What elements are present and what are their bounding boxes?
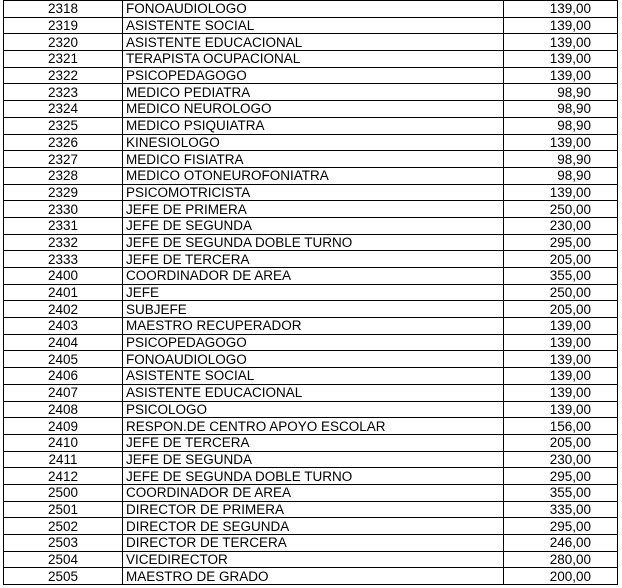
table-row [4, 468, 618, 485]
position-code-cell: 2319 [4, 17, 123, 34]
table-row [4, 84, 618, 101]
position-title-cell: MAESTRO RECUPERADOR [123, 318, 504, 335]
table-body [4, 1, 618, 585]
position-title-cell: ASISTENTE EDUCACIONAL [123, 34, 504, 51]
position-code-cell: 2406 [4, 368, 123, 385]
position-title-cell: JEFE DE SEGUNDA [123, 217, 504, 234]
position-title-cell: MEDICO NEUROLOGO [123, 101, 504, 118]
position-code-cell: 2320 [4, 34, 123, 51]
position-code-cell: 2410 [4, 434, 123, 451]
position-points-cell: 98,90 [504, 167, 618, 184]
position-title-cell: SUBJEFE [123, 301, 504, 318]
table-row [4, 51, 618, 68]
position-title-cell: COORDINADOR DE AREA [123, 484, 504, 501]
position-code-cell: 2325 [4, 117, 123, 134]
table-row [4, 368, 618, 385]
table-row [4, 167, 618, 184]
table-row [4, 17, 618, 34]
position-points-cell: 156,00 [504, 418, 618, 435]
position-points-cell: 250,00 [504, 284, 618, 301]
position-title-cell: MEDICO OTONEUROFONIATRA [123, 167, 504, 184]
position-title-cell: PSICOPEDAGOGO [123, 67, 504, 84]
position-code-cell: 2404 [4, 334, 123, 351]
position-code-cell: 2405 [4, 351, 123, 368]
position-code-cell: 2329 [4, 184, 123, 201]
table-row [4, 451, 618, 468]
table-row [4, 434, 618, 451]
position-code-cell: 2401 [4, 284, 123, 301]
position-points-cell: 205,00 [504, 434, 618, 451]
table-row [4, 384, 618, 401]
position-title-cell: TERAPISTA OCUPACIONAL [123, 51, 504, 68]
position-title-cell: DIRECTOR DE SEGUNDA [123, 518, 504, 535]
table-row [4, 217, 618, 234]
position-points-cell: 200,00 [504, 568, 618, 585]
position-title-cell: MAESTRO DE GRADO [123, 568, 504, 585]
position-title-cell: JEFE DE TERCERA [123, 434, 504, 451]
position-points-cell: 205,00 [504, 251, 618, 268]
table-row [4, 184, 618, 201]
position-title-cell: DIRECTOR DE TERCERA [123, 535, 504, 552]
position-title-cell: JEFE DE SEGUNDA DOBLE TURNO [123, 468, 504, 485]
position-points-cell: 139,00 [504, 1, 618, 18]
table-row [4, 501, 618, 518]
position-title-cell: COORDINADOR DE AREA [123, 268, 504, 285]
position-points-cell: 139,00 [504, 384, 618, 401]
position-points-cell: 139,00 [504, 17, 618, 34]
position-code-cell: 2332 [4, 234, 123, 251]
position-code-cell: 2328 [4, 167, 123, 184]
position-points-cell: 139,00 [504, 51, 618, 68]
position-code-cell: 2327 [4, 151, 123, 168]
position-title-cell: MEDICO PEDIATRA [123, 84, 504, 101]
position-title-cell: ASISTENTE EDUCACIONAL [123, 384, 504, 401]
position-points-cell: 139,00 [504, 67, 618, 84]
position-code-cell: 2408 [4, 401, 123, 418]
table-row [4, 151, 618, 168]
position-code-cell: 2400 [4, 268, 123, 285]
position-code-cell: 2412 [4, 468, 123, 485]
position-points-cell: 230,00 [504, 217, 618, 234]
position-code-cell: 2333 [4, 251, 123, 268]
position-points-cell: 139,00 [504, 34, 618, 51]
table-row [4, 117, 618, 134]
position-title-cell: KINESIOLOGO [123, 134, 504, 151]
position-title-cell: PSICOMOTRICISTA [123, 184, 504, 201]
position-title-cell: ASISTENTE SOCIAL [123, 368, 504, 385]
table-row [4, 401, 618, 418]
position-code-cell: 2322 [4, 67, 123, 84]
table-row [4, 568, 618, 585]
table-row [4, 535, 618, 552]
position-points-cell: 295,00 [504, 518, 618, 535]
position-code-cell: 2318 [4, 1, 123, 18]
table-row [4, 351, 618, 368]
position-code-cell: 2323 [4, 84, 123, 101]
position-code-cell: 2503 [4, 535, 123, 552]
position-points-cell: 98,90 [504, 101, 618, 118]
position-title-cell: DIRECTOR DE PRIMERA [123, 501, 504, 518]
position-points-cell: 246,00 [504, 535, 618, 552]
table-row [4, 334, 618, 351]
position-points-cell: 250,00 [504, 201, 618, 218]
position-code-cell: 2505 [4, 568, 123, 585]
position-title-cell: JEFE DE PRIMERA [123, 201, 504, 218]
table-row [4, 1, 618, 18]
position-code-cell: 2409 [4, 418, 123, 435]
table-row [4, 551, 618, 568]
position-points-cell: 295,00 [504, 234, 618, 251]
position-points-cell: 98,90 [504, 117, 618, 134]
position-title-cell: JEFE DE SEGUNDA DOBLE TURNO [123, 234, 504, 251]
table-row [4, 251, 618, 268]
position-title-cell: PSICOPEDAGOGO [123, 334, 504, 351]
position-title-cell: FONOAUDIOLOGO [123, 351, 504, 368]
position-title-cell: MEDICO PSIQUIATRA [123, 117, 504, 134]
table-row [4, 34, 618, 51]
position-points-cell: 280,00 [504, 551, 618, 568]
position-points-cell: 355,00 [504, 484, 618, 501]
position-points-cell: 230,00 [504, 451, 618, 468]
position-title-cell: JEFE DE SEGUNDA [123, 451, 504, 468]
position-points-cell: 205,00 [504, 301, 618, 318]
position-points-cell: 355,00 [504, 268, 618, 285]
position-points-cell: 98,90 [504, 84, 618, 101]
position-code-cell: 2403 [4, 318, 123, 335]
table-row [4, 234, 618, 251]
position-points-cell: 139,00 [504, 134, 618, 151]
position-title-cell: ASISTENTE SOCIAL [123, 17, 504, 34]
position-code-cell: 2501 [4, 501, 123, 518]
position-points-cell: 139,00 [504, 401, 618, 418]
position-code-cell: 2411 [4, 451, 123, 468]
table-row [4, 284, 618, 301]
position-code-cell: 2407 [4, 384, 123, 401]
table-row [4, 318, 618, 335]
position-points-cell: 335,00 [504, 501, 618, 518]
table-row [4, 301, 618, 318]
table-row [4, 101, 618, 118]
table-row [4, 484, 618, 501]
position-points-cell: 139,00 [504, 184, 618, 201]
position-code-cell: 2500 [4, 484, 123, 501]
table-row [4, 201, 618, 218]
position-points-cell: 98,90 [504, 151, 618, 168]
position-title-cell: JEFE DE TERCERA [123, 251, 504, 268]
position-points-cell: 139,00 [504, 318, 618, 335]
position-points-cell: 139,00 [504, 334, 618, 351]
table-row [4, 134, 618, 151]
table-row [4, 418, 618, 435]
table-row [4, 518, 618, 535]
position-code-cell: 2330 [4, 201, 123, 218]
position-code-cell: 2502 [4, 518, 123, 535]
position-table [3, 0, 618, 585]
table-row [4, 67, 618, 84]
position-title-cell: MEDICO FISIATRA [123, 151, 504, 168]
position-points-cell: 139,00 [504, 368, 618, 385]
position-points-cell: 139,00 [504, 351, 618, 368]
table-row [4, 268, 618, 285]
position-code-cell: 2331 [4, 217, 123, 234]
position-code-cell: 2321 [4, 51, 123, 68]
position-title-cell: VICEDIRECTOR [123, 551, 504, 568]
position-points-cell: 295,00 [504, 468, 618, 485]
position-code-cell: 2402 [4, 301, 123, 318]
position-title-cell: PSICOLOGO [123, 401, 504, 418]
position-title-cell: RESPON.DE CENTRO APOYO ESCOLAR [123, 418, 504, 435]
position-title-cell: JEFE [123, 284, 504, 301]
position-code-cell: 2504 [4, 551, 123, 568]
position-title-cell: FONOAUDIOLOGO [123, 1, 504, 18]
position-code-cell: 2324 [4, 101, 123, 118]
position-code-cell: 2326 [4, 134, 123, 151]
